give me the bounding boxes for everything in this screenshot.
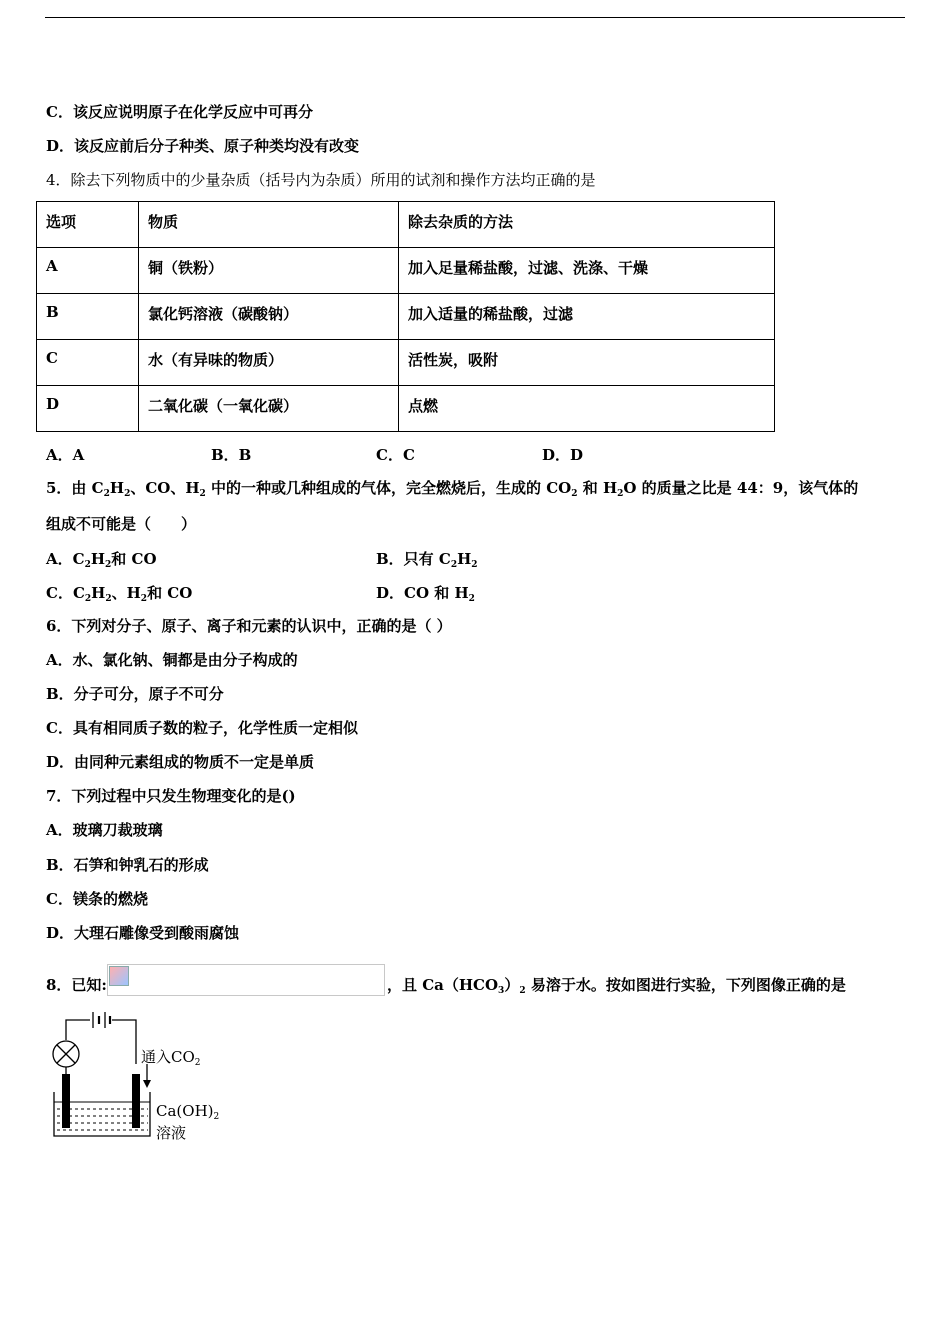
q5-option-b: B．只有 $C_2H_2$ <box>376 550 478 570</box>
table-cell: 水（有异味的物质） <box>139 340 399 386</box>
table-header-cell: 选项 <box>37 202 139 248</box>
q4-choice-b: B．B <box>211 446 252 464</box>
q6-option-a: A．水、氯化钠、铜都是由分子构成的 <box>46 651 298 669</box>
q7-option-c: C．镁条的燃烧 <box>46 890 148 908</box>
header-rule <box>45 17 905 18</box>
q4-stem: 4．除去下列物质中的少量杂质（括号内为杂质）所用的试剂和操作方法均正确的是 <box>46 171 596 189</box>
q6-option-d: D．由同种元素组成的物质不一定是单质 <box>46 753 315 771</box>
table-row <box>37 386 775 432</box>
table-header-cell: 物质 <box>139 202 399 248</box>
electrode <box>132 1074 140 1128</box>
q5-option-a: A．$C_2H_2$和 CO <box>46 550 157 570</box>
q8-stem: 8．已知: ，且 $Ca(HCO_3)_2$ 易溶于水。按如图进行实验，下列图像正确的是 <box>46 970 846 1002</box>
q5-option-c: C．$C_2H_2$、$H_2$和 CO <box>46 584 193 604</box>
q4-table <box>36 201 775 432</box>
electrode <box>62 1074 70 1128</box>
q3-option-d: D．该反应前后分子种类、原子种类均没有改变 <box>46 137 360 155</box>
q7-stem: 7．下列过程中只发生物理变化的是() <box>46 787 296 805</box>
q4-choice-d: D．D <box>542 446 584 464</box>
broken-image-icon <box>109 966 129 986</box>
q6-stem: 6．下列对分子、原子、离子和元素的认识中，正确的是（ ） <box>46 617 452 635</box>
table-cell: 活性炭，吸附 <box>399 340 775 386</box>
gas-label: 通入$CO_2$ <box>141 1048 201 1068</box>
q6-option-c: C．具有相同质子数的粒子，化学性质一定相似 <box>46 719 358 737</box>
q4-choice-a: A．A <box>46 446 85 464</box>
table-cell: B <box>37 294 139 340</box>
q4-choice-c: C．C <box>376 446 415 464</box>
wire <box>66 1020 90 1040</box>
q7-option-d: D．大理石雕像受到酸雨腐蚀 <box>46 924 240 942</box>
electrolysis-apparatus-figure <box>46 1012 236 1144</box>
table-cell: A <box>37 248 139 294</box>
table-cell: 铜（铁粉） <box>139 248 399 294</box>
wire <box>112 1020 136 1064</box>
table-header-row <box>37 202 775 248</box>
q5-stem: 5．由 $C_2H_2$、CO、$H_2$ 中的一种或几种组成的气体，完全燃烧后，生成的 $CO_2$ 和 $H_2O$ 的质量之比是 44：9，该气体的 <box>46 479 859 499</box>
table-cell: 氯化钙溶液（碳酸钠） <box>139 294 399 340</box>
table-row <box>37 340 775 386</box>
table-cell: D <box>37 386 139 432</box>
table-cell: 点燃 <box>399 386 775 432</box>
table-cell: C <box>37 340 139 386</box>
q5-option-d: D．CO 和 $H_2$ <box>376 584 475 604</box>
table-header-cell: 除去杂质的方法 <box>399 202 775 248</box>
table-row <box>37 294 775 340</box>
q7-option-a: A．玻璃刀裁玻璃 <box>46 821 163 839</box>
solution-label: $Ca(OH)_2$ <box>156 1102 220 1122</box>
liquid-label: 溶液 <box>156 1124 187 1142</box>
broken-image-placeholder <box>107 964 385 996</box>
table-row <box>37 248 775 294</box>
table-cell: 加入足量稀盐酸，过滤、洗涤、干燥 <box>399 248 775 294</box>
q5-stem-line2: 组成不可能是（ ） <box>46 515 197 533</box>
q6-option-b: B．分子可分，原子不可分 <box>46 685 224 703</box>
table-cell: 加入适量的稀盐酸，过滤 <box>399 294 775 340</box>
table-cell: 二氧化碳（一氧化碳） <box>139 386 399 432</box>
q7-option-b: B．石笋和钟乳石的形成 <box>46 856 209 874</box>
q3-option-c: C．该反应说明原子在化学反应中可再分 <box>46 103 313 121</box>
